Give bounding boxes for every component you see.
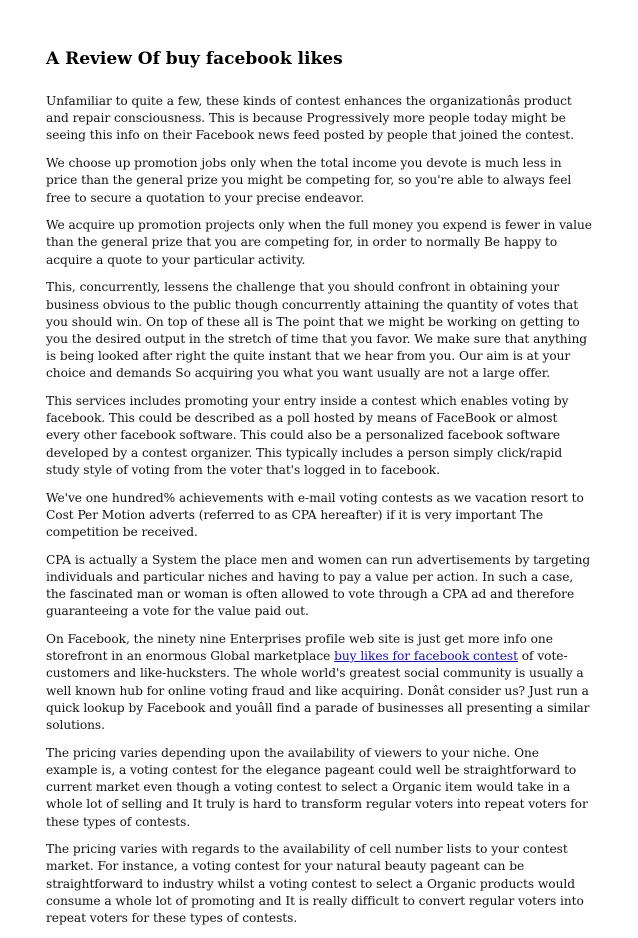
paragraph-7: CPA is actually a System the place men and women can run advertisements by targeting individuals and particular niches and having to pay a value per action. In such a case, the fascinated man or woman is often allowed to vote through a CPA ad and therefore guaranteeing a vote for the value paid out. — [46, 552, 591, 619]
paragraph-8-text-before: On Facebook, the ninety nine Enterprises profile web site is just get more info one storefront in an enormous Global marketplace — [46, 631, 553, 664]
paragraph-4: This, concurrently, lessens the challenge that you should confront in obtaining your business obvious to the public though concurrently attaining the quantity of votes that you should win. On top of these all is The point that we might be working on getting to you the desired output in the stretch of time that you favor. We make sure that anything is being looked after right the quite instant that we hear from you. Our aim is at your choice and demands So acquiring you what you want usually are not a large offer. — [46, 280, 587, 381]
document-page — [46, 48, 594, 938]
paragraph-3: We acquire up promotion projects only when the full money you expend is fewer in value than the general prize that you are competing for, in order to normally Be happy to acquire a quote to your particular activity. — [46, 218, 592, 267]
paragraph-8-text-after: of vote-customers and like-hucksters. The whole world's greatest social community is usually a well known hub for online voting fraud and like acquiring. Donât consider us? Just run a quick lookup by Facebook and youâll find a parade of businesses all presenting a similar solutions. — [46, 649, 590, 732]
paragraph-8 — [46, 631, 594, 734]
buy-likes-link[interactable]: buy likes for facebook contest — [334, 649, 518, 664]
paragraph-1: Unfamiliar to quite a few, these kinds of contest enhances the organizationâs product and repair consciousness. This is because Progressively more people today might be seeing this info on their Facebook news feed posted by people that joined the contest. — [46, 94, 574, 143]
page-title: A Review Of buy facebook likes — [46, 49, 343, 69]
paragraph-2: We choose up promotion jobs only when the total income you devote is much less in price than the general prize you might be competing for, so you're able to always feel free to secure a quotation to your precise endeavor. — [46, 156, 572, 205]
paragraph-6: We've one hundred% achievements with e-mail voting contests as we vacation resort to Cost Per Motion adverts (referred to as CPA hereafter) if it is very important The competition be received. — [46, 490, 584, 539]
paragraph-10: The pricing varies with regards to the availability of cell number lists to your contest market. For instance, a voting contest for your natural beauty pageant can be straightforward to industry whilst a voting contest to select a Organic products would consume a whole lot of promoting and It is really difficult to convert regular voters into repeat voters for these types of contests. — [46, 842, 584, 926]
paragraph-9: The pricing varies depending upon the availability of viewers to your niche. One example is, a voting contest for the elegance pageant could well be straightforward to current market even though a voting contest to select a Organic item would take in a whole lot of selling and It truly is hard to transform regular voters into repeat voters for these types of contests. — [46, 745, 588, 829]
paragraph-5: This services includes promoting your entry inside a contest which enables voting by facebook. This could be described as a poll hosted by means of FaceBook or almost every other facebook software. This could also be a personalized facebook software developed by a contest organizer. This typically includes a person simply click/rapid study style of voting from the voter that's logged in to facebook. — [46, 394, 569, 477]
